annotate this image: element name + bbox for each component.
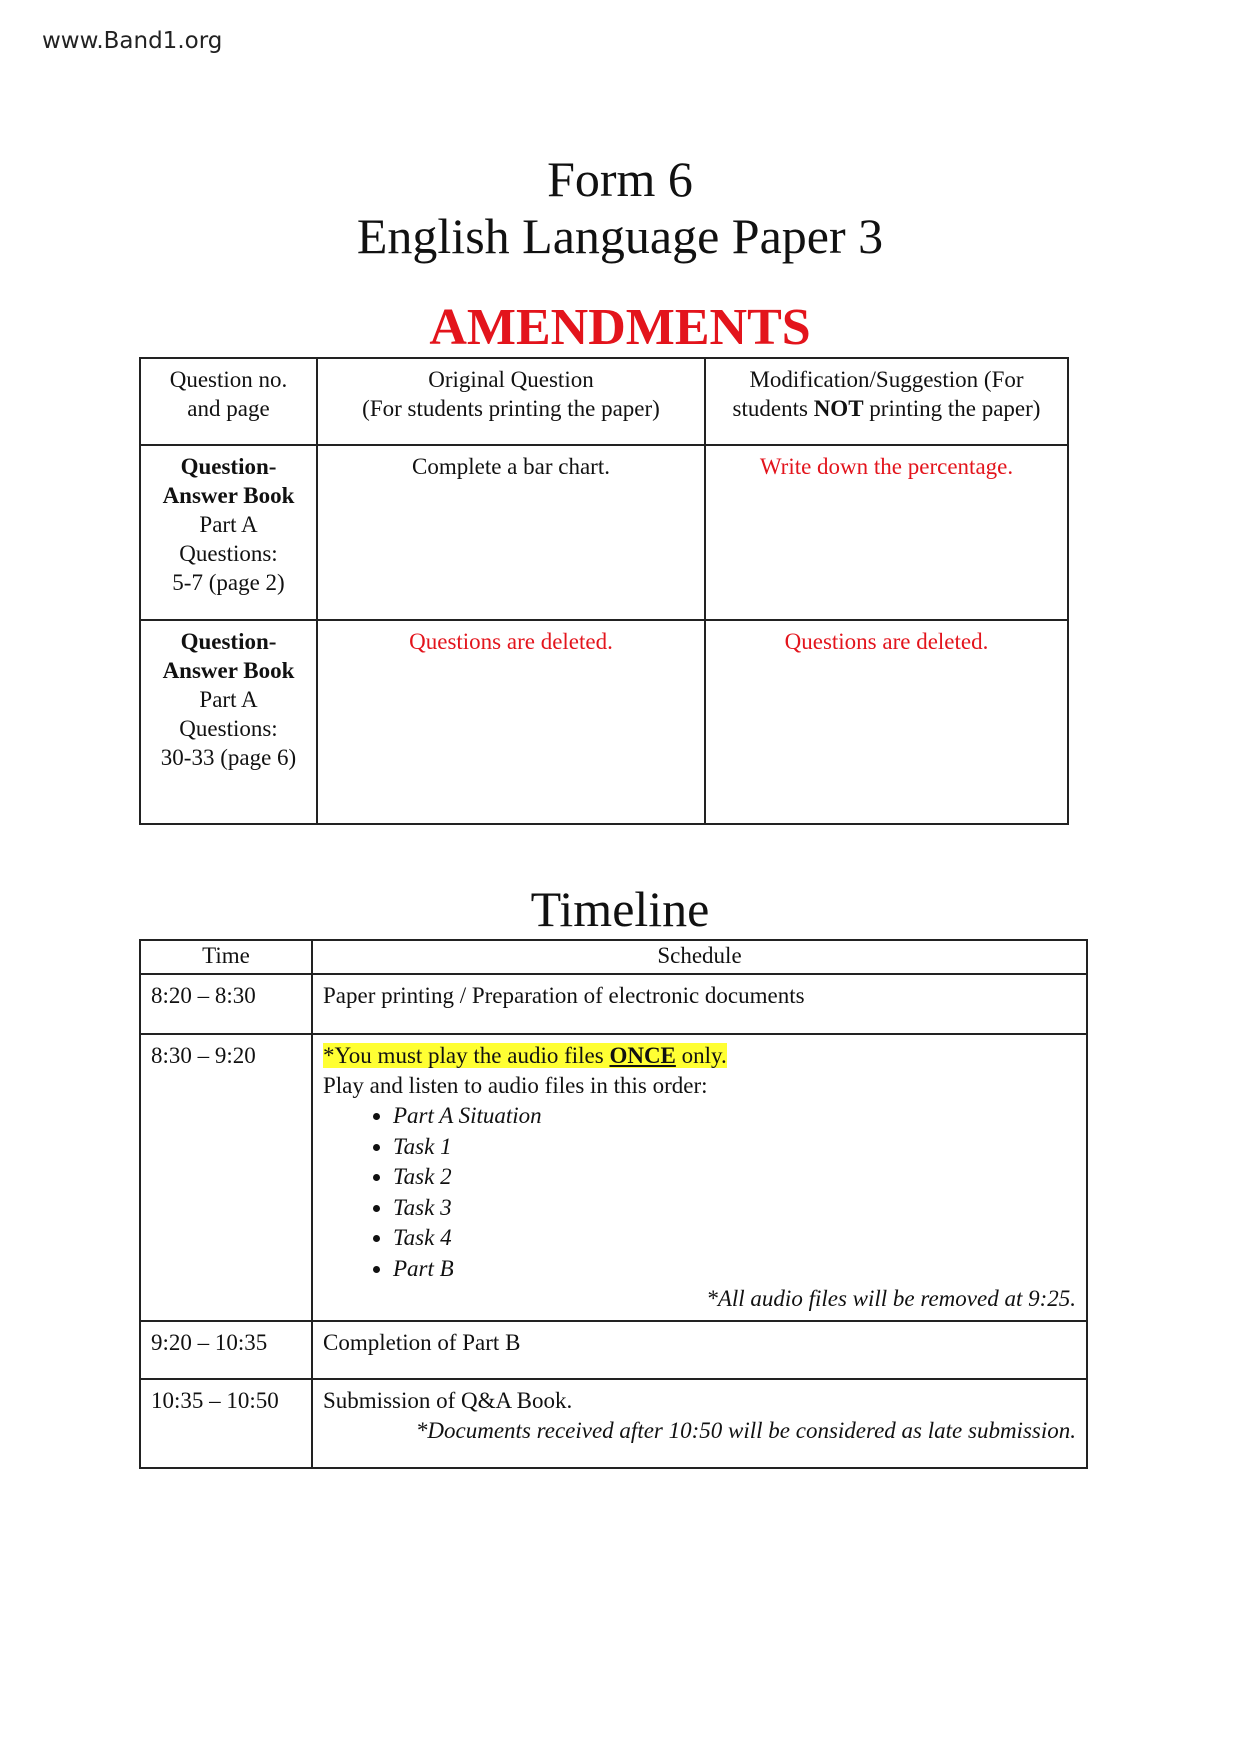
question-cell: Question-Answer Book Part A Questions: 30-33 (page 6) [140, 620, 317, 824]
table-row [140, 1034, 1087, 1321]
audio-list [323, 1101, 1076, 1284]
modification-cell: Write down the percentage. [705, 445, 1068, 620]
list-item: • Task 1 [393, 1132, 1076, 1163]
table-row [140, 445, 1068, 620]
original-cell: Complete a bar chart. [317, 445, 705, 620]
list-item: • Part A Situation [393, 1101, 1076, 1132]
schedule-cell [312, 1034, 1087, 1321]
timeline-table [139, 939, 1088, 1469]
table-row [140, 620, 1068, 824]
schedule-cell: Completion of Part B [312, 1321, 1087, 1379]
highlighted-warning: *You must play the audio files ONCE only. [323, 1043, 727, 1068]
list-item: • Task 3 [393, 1193, 1076, 1224]
schedule-cell: Submission of Q&A Book. *Documents received after 10:50 will be considered as late submission. [312, 1379, 1087, 1468]
watermark: www.Band1.org [42, 28, 223, 54]
header-modification: Modification/Suggestion (For students NOT printing the paper) [705, 358, 1068, 445]
list-item: • Task 2 [393, 1162, 1076, 1193]
amendments-table [139, 357, 1069, 825]
table-row [140, 1321, 1087, 1379]
list-item: • Part B [393, 1254, 1076, 1285]
removal-note: *All audio files will be removed at 9:25. [706, 1286, 1076, 1311]
late-note: *Documents received after 10:50 will be considered as late submission. [415, 1418, 1076, 1443]
list-item: • Task 4 [393, 1223, 1076, 1254]
table-header-row [140, 358, 1068, 445]
table-row [140, 974, 1087, 1034]
time-cell: 8:20 – 8:30 [140, 974, 312, 1034]
question-cell: Question-Answer Book Part A Questions: 5-7 (page 2) [140, 445, 317, 620]
header-question: Question no. and page [140, 358, 317, 445]
title-paper: English Language Paper 3 [356, 208, 884, 264]
time-cell: 8:30 – 9:20 [140, 1034, 312, 1321]
original-cell: Questions are deleted. [317, 620, 705, 824]
audio-order-intro: Play and listen to audio files in this order: [323, 1073, 708, 1098]
amendments-heading: AMENDMENTS [429, 299, 811, 356]
modification-cell: Questions are deleted. [705, 620, 1068, 824]
title-form: Form 6 [547, 151, 693, 207]
time-cell: 9:20 – 10:35 [140, 1321, 312, 1379]
table-header-row [140, 940, 1087, 974]
timeline-heading: Timeline [530, 881, 710, 937]
header-original: Original Question (For students printing the paper) [317, 358, 705, 445]
header-schedule: Schedule [312, 940, 1087, 974]
table-row [140, 1379, 1087, 1468]
header-time: Time [140, 940, 312, 974]
schedule-cell: Paper printing / Preparation of electronic documents [312, 974, 1087, 1034]
time-cell: 10:35 – 10:50 [140, 1379, 312, 1468]
